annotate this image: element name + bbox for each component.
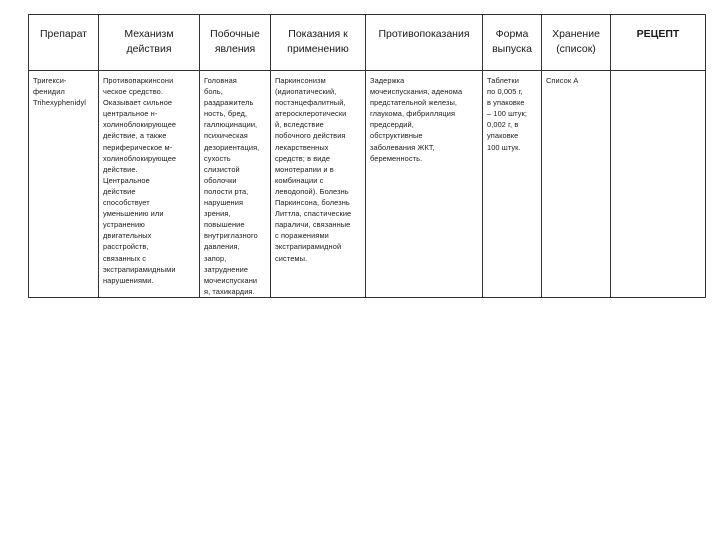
cell-prescription [611, 71, 706, 298]
cell-release-form: Таблетки по 0,005 г, в упаковке – 100 штук; 0,002 г, в упаковке 100 штук. [483, 71, 542, 298]
header-indications: Показания к применению [271, 15, 366, 71]
cell-indications: Паркинсонизм (идиопатический, постэнцефалитный, атеросклеротически й, вследствие побочного действия лекарственных средств; в виде монотерапии и в комбинации с леводопой). Болезнь Паркинсона, болезнь Литтла, спастические параличи, связанные с поражениями экстрапирамидной системы. [271, 71, 366, 298]
header-row [29, 15, 706, 71]
header-contraindications: Противопоказания [366, 15, 483, 71]
header-mechanism: Механизм действия [99, 15, 200, 71]
header-storage: Хранение (список) [542, 15, 611, 71]
header-side-effects: Побочные явления [200, 15, 271, 71]
header-drug: Препарат [29, 15, 99, 71]
header-release-form: Форма выпуска [483, 15, 542, 71]
header-prescription: РЕЦЕПТ [611, 15, 706, 71]
cell-mechanism: Противопаркинсони ческое средство. Оказывает сильное центральное н- холиноблокирующее действие, а также периферическое м- холиноблокирующее действие. Центральное действие способствует уменьшению или устранению двигательных расстройств, связанных с экстрапирамидными нарушениями. [99, 71, 200, 298]
cell-drug-name: Тригекси- фенидил Trihexyphenidyl [29, 71, 99, 298]
cell-side-effects: Головная боль, раздражитель ность, бред, галлюцинации, психическая дезориентация, сухость слизистой оболочки полости рта, нарушения зрения, повышение внутриглазного давления, запор, затруднение мочеиспускани я, тахикардия. [200, 71, 271, 298]
table-row [29, 71, 706, 298]
cell-contraindications: Задержка мочеиспускания, аденома предстательной железы, глаукома, фибрилляция предсердий, обструктивные заболевания ЖКТ, беременность. [366, 71, 483, 298]
drug-info-table [28, 14, 706, 298]
cell-storage: Список А [542, 71, 611, 298]
